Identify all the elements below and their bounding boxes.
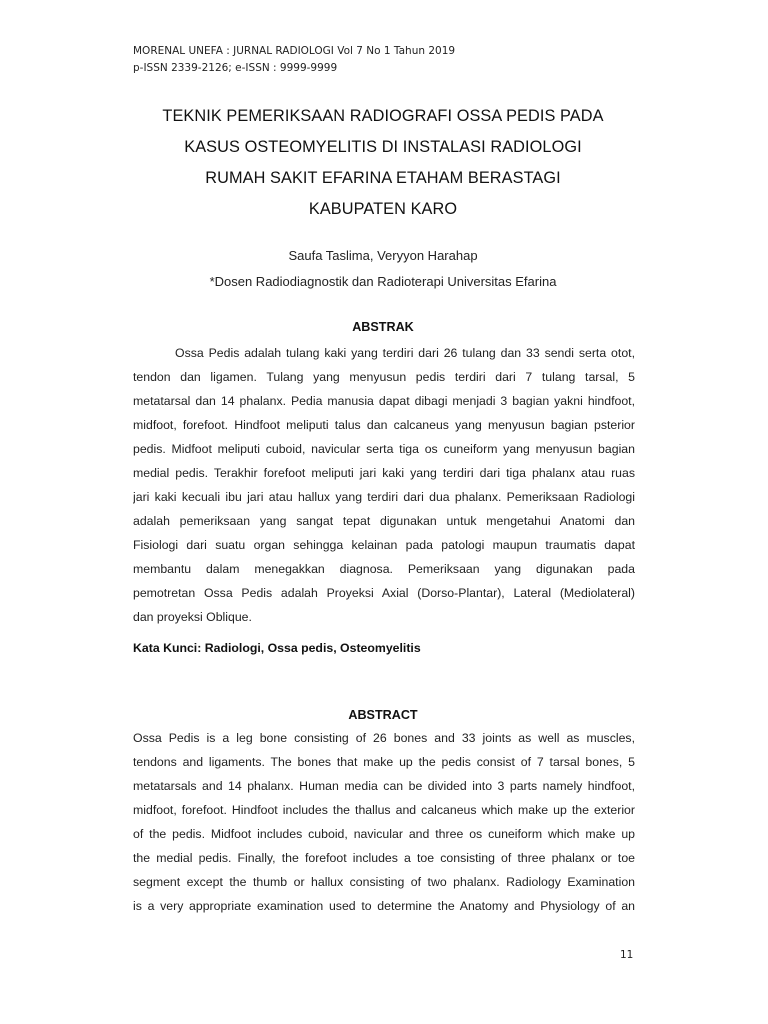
- abstrak-line: membantu dalam menegakkan diagnosa. Pemeriksaan yang digunakan pada: [133, 562, 635, 576]
- abstract-line: Ossa Pedis is a leg bone consisting of 26 bones and 33 joints as well as muscles,: [133, 731, 635, 745]
- author-affiliation: *Dosen Radiodiagnostik dan Radioterapi Universitas Efarina: [209, 274, 557, 289]
- abstrak-body: [133, 341, 635, 629]
- abstract-line: metatarsals and 14 phalanx. Human media can be divided into 3 parts namely hindfoot,: [133, 779, 635, 793]
- abstrak-line: Fisiologi dari suatu organ sehingga kelainan pada patologi maupun traumatis dapat: [133, 538, 635, 552]
- abstrak-line: pedis. Midfoot meliputi cuboid, navicular serta tiga os cuneiform yang menyusun bagian: [133, 442, 635, 456]
- journal-header: [133, 43, 455, 77]
- abstract-line: the medial pedis. Finally, the forefoot includes a toe consisting of three phalanx or toe: [133, 851, 635, 865]
- abstract-line: is a very appropriate examination used to determine the Anatomy and Physiology of an: [133, 899, 635, 913]
- abstrak-line: jari kaki kecuali ibu jari atau hallux yang terdiri dari dua phalanx. Pemeriksaan Radiologi: [133, 490, 635, 504]
- abstract-line: tendons and ligaments. The bones that make up the pedis consist of 7 tarsal bones, 5: [133, 755, 635, 769]
- abstrak-line: pemotretan Ossa Pedis adalah Proyeksi Axial (Dorso-Plantar), Lateral (Mediolateral): [133, 586, 635, 600]
- abstract-body: [133, 726, 635, 918]
- abstrak-heading: ABSTRAK: [352, 320, 414, 334]
- title-line: TEKNIK PEMERIKSAAN RADIOGRAFI OSSA PEDIS PADA: [162, 107, 604, 125]
- abstract-line: segment except the thumb or hallux consisting of two phalanx. Radiology Examination: [133, 875, 635, 889]
- journal-name: MORENAL UNEFA : JURNAL RADIOLOGI Vol 7 No 1 Tahun 2019: [133, 45, 456, 57]
- abstract-line: midfoot, forefoot. Hindfoot includes the thallus and calcaneus which make up the exterior: [133, 803, 635, 817]
- abstract-heading: ABSTRACT: [348, 708, 418, 722]
- title-line: KASUS OSTEOMYELITIS DI INSTALASI RADIOLOGI: [184, 138, 582, 156]
- abstrak-line: metatarsal dan 14 phalanx. Pedia manusia dapat dibagi menjadi 3 bagian yakni hindfoot,: [133, 394, 635, 408]
- page-number: 11: [620, 949, 634, 961]
- abstrak-line: Ossa Pedis adalah tulang kaki yang terdiri dari 26 tulang dan 33 sendi serta otot,: [175, 346, 635, 360]
- abstrak-line: midfoot, forefoot. Hindfoot meliputi talus dan calcaneus yang menyusun bagian psterior: [133, 418, 635, 432]
- title-line: RUMAH SAKIT EFARINA ETAHAM BERASTAGI: [205, 169, 561, 187]
- abstrak-line: adalah pemeriksaan yang sangat tepat digunakan untuk mengetahui Anatomi dan: [133, 514, 635, 528]
- abstrak-line: dan proyeksi Oblique.: [133, 610, 252, 624]
- title-line: KABUPATEN KARO: [308, 200, 458, 218]
- journal-issn: p-ISSN 2339-2126; e-ISSN : 9999-9999: [133, 62, 338, 74]
- keywords: Kata Kunci: Radiologi, Ossa pedis, Osteomyelitis: [133, 641, 421, 655]
- author-block: [90, 243, 676, 295]
- abstrak-line: medial pedis. Terakhir forefoot meliputi jari kaki yang terdiri dari tiga phalanx atau ruas: [133, 466, 635, 480]
- paper-title: [90, 101, 676, 225]
- abstract-line: of the pedis. Midfoot includes cuboid, navicular and three os cuneiform which make up: [133, 827, 635, 841]
- abstrak-line: tendon dan ligamen. Tulang yang menyusun pedis terdiri dari 7 tulang tarsal, 5: [133, 370, 635, 384]
- author-names: Saufa Taslima, Veryyon Harahap: [288, 248, 478, 263]
